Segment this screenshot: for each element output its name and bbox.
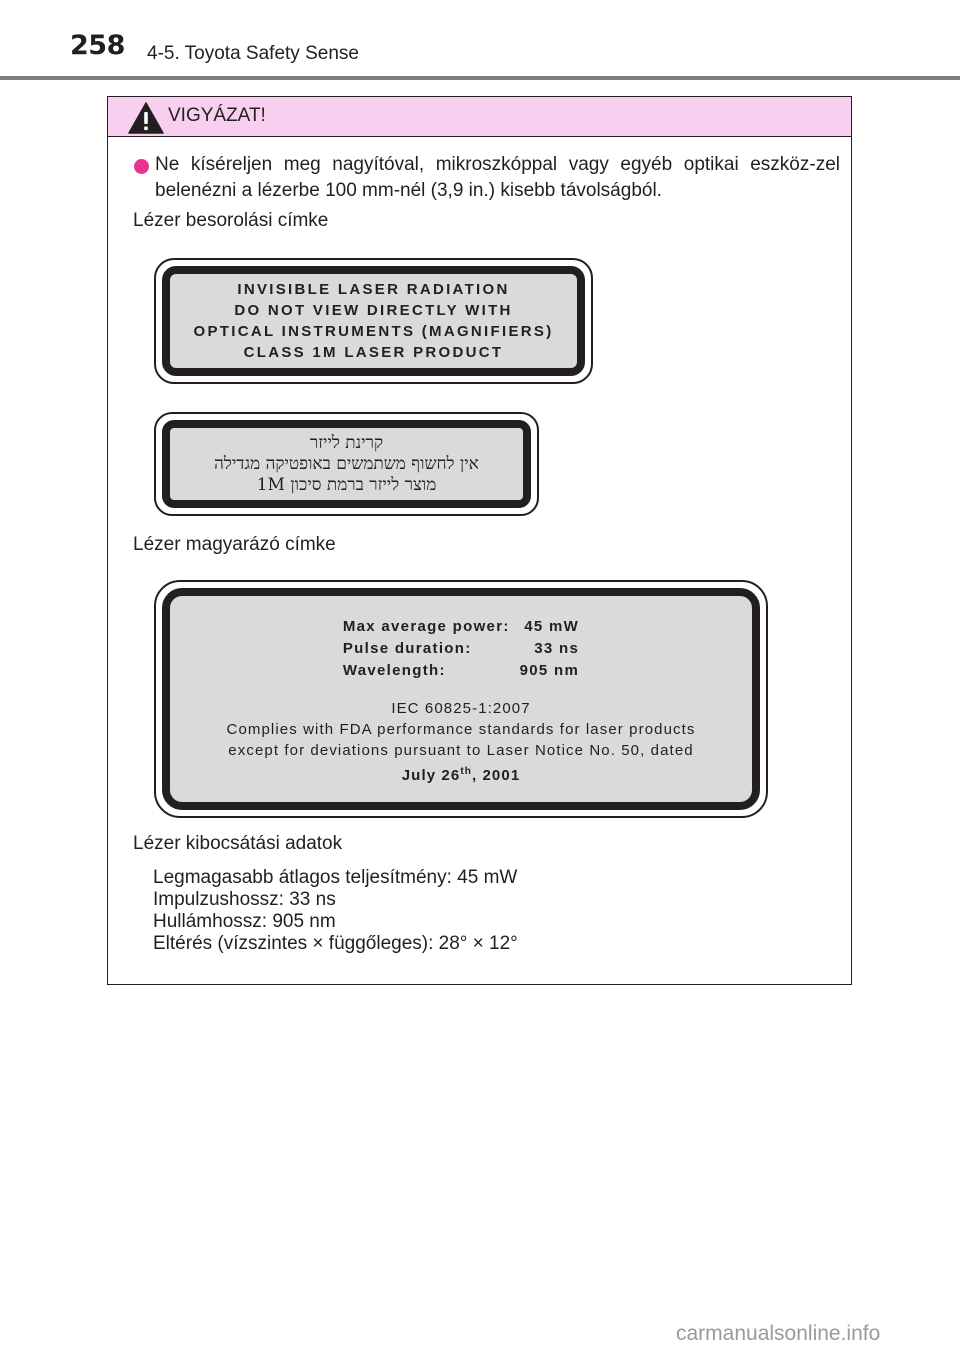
page-number: 258 <box>70 30 125 61</box>
section-title: 4-5. Toyota Safety Sense <box>147 43 359 64</box>
compliance-line: Complies with FDA performance standards for laser products <box>226 721 696 738</box>
label-english-line: DO NOT VIEW DIRECTLY WITH <box>234 302 513 319</box>
compliance-block <box>227 698 696 786</box>
emission-line: Eltérés (vízszintes × függőleges): 28° × 12° <box>153 933 518 954</box>
label-english-line: CLASS 1M LASER PRODUCT <box>243 344 504 361</box>
label-hebrew-line: קרינת לייזר <box>309 432 384 453</box>
label-explanation-panel <box>162 588 760 810</box>
label-english-panel <box>162 266 585 376</box>
spec-row <box>343 660 579 682</box>
spec-name: Max average power: <box>342 618 510 635</box>
page-header <box>0 0 960 80</box>
emission-line: Impulzushossz: 33 ns <box>153 889 336 910</box>
spec-table <box>343 616 579 682</box>
spec-value: 45 mW <box>524 618 580 635</box>
spec-row <box>343 616 579 638</box>
spec-name: Pulse duration: <box>342 640 472 657</box>
label-english-line: OPTICAL INSTRUMENTS (MAGNIFIERS) <box>193 323 554 340</box>
header-rule <box>0 76 960 80</box>
spec-name: Wavelength: <box>342 662 446 679</box>
classification-label-heading: Lézer besorolási címke <box>133 210 329 231</box>
caution-box <box>107 96 852 985</box>
emission-data-list <box>153 867 518 955</box>
standard-text: IEC 60825-1:2007 <box>391 700 531 717</box>
emission-data-heading: Lézer kibocsátási adatok <box>133 833 343 854</box>
emission-line: Hullámhossz: 905 nm <box>153 911 336 932</box>
watermark-text: carmanualsonline.info <box>676 1322 881 1345</box>
laser-classification-label-hebrew <box>154 412 539 516</box>
label-hebrew-line: מוצר לייזר ברמת סיכון 1M <box>256 474 437 495</box>
spec-row <box>343 638 579 660</box>
date-prefix: July 26 <box>401 767 461 784</box>
emission-line: Legmagasabb átlagos teljesítmény: 45 mW <box>153 867 518 888</box>
warning-icon <box>128 102 164 134</box>
caution-header <box>108 97 851 137</box>
compliance-line: except for deviations pursuant to Laser Notice No. 50, dated <box>228 742 694 759</box>
label-hebrew-line: אין לחשוף משתמשים באופטיקה מגדילה <box>214 453 479 474</box>
bullet-dot <box>134 159 149 174</box>
caution-bullet-text: Ne kíséreljen meg nagyítóval, mikroszkóppal vagy egyéb optikai eszköz-zel belenézni a lézerbe 100 mm-nél (3,9 in.) kisebb távolságból. <box>155 154 840 201</box>
caution-title: VIGYÁZAT! <box>168 105 266 126</box>
label-hebrew-panel <box>162 420 531 508</box>
compliance-date <box>227 761 696 786</box>
explanation-label-heading: Lézer magyarázó címke <box>133 534 336 555</box>
date-suffix: , 2001 <box>471 767 521 784</box>
spec-value: 33 ns <box>534 640 580 657</box>
label-english-line: INVISIBLE LASER RADIATION <box>237 281 510 298</box>
date-superscript: th <box>460 766 472 777</box>
spec-value: 905 nm <box>519 662 580 679</box>
laser-classification-label-english <box>154 258 593 384</box>
laser-explanation-label <box>154 580 768 818</box>
